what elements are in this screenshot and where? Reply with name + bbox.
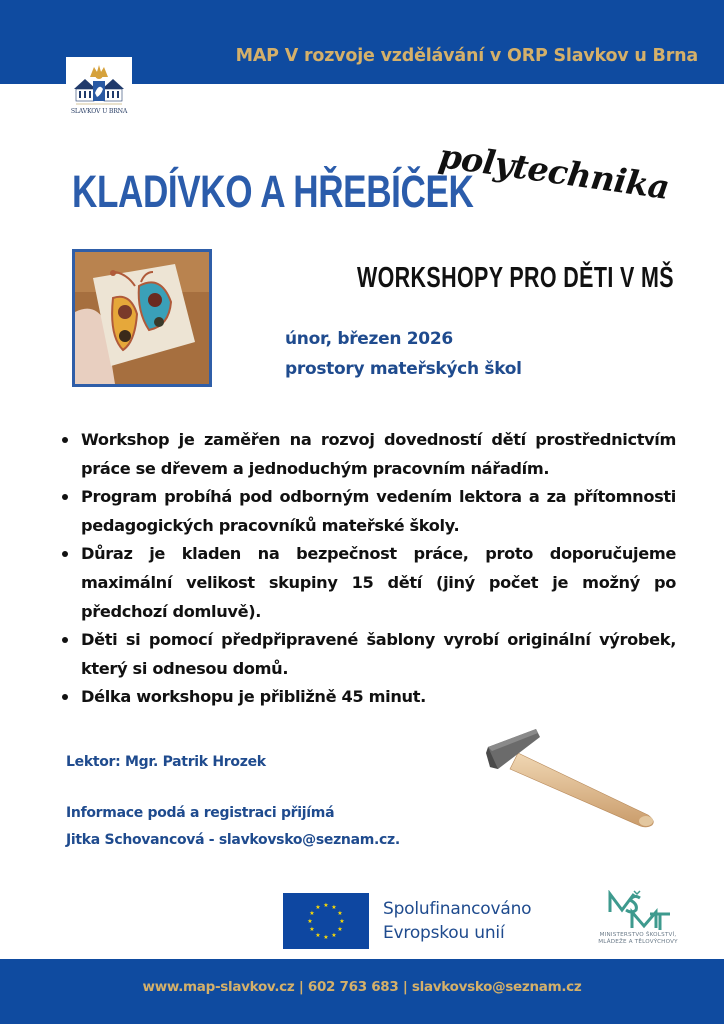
svg-text:★: ★ — [339, 918, 345, 925]
event-place: prostory mateřských škol — [285, 359, 522, 379]
svg-text:★: ★ — [307, 918, 313, 925]
bullet-item: Program probíhá pod odborným vedením lektora a za přítomnosti pedagogických pracovníků mateřské školy. — [62, 483, 676, 540]
bullet-item: Workshop je zaměřen na rozvoj dovedností dětí prostřednictvím práce se dřevem a jednoduchým pracovním nářadím. — [62, 426, 676, 483]
msmt-caption: MINISTERSTVO ŠKOLSTVÍ, MLÁDEŽE A TĚLOVÝCHOVY — [598, 932, 678, 945]
slavkov-coat-of-arms-icon — [66, 57, 132, 107]
msmt-emblem-icon — [574, 890, 702, 932]
logo-caption: SLAVKOV U BRNA — [70, 108, 128, 115]
header-title: MAP V rozvoje vzdělávání v ORP Slavkov u Brna — [235, 46, 698, 66]
svg-text:★: ★ — [323, 902, 329, 909]
contact-line-2: Jitka Schovancová - slavkovsko@seznam.cz. — [66, 832, 400, 848]
bullet-dot-icon — [62, 551, 68, 557]
hammer-icon — [480, 725, 670, 835]
svg-text:★: ★ — [315, 932, 321, 939]
lecturer-text: Lektor: Mgr. Patrik Hrozek — [66, 754, 266, 770]
slavkov-logo — [66, 57, 132, 123]
msmt-logo — [574, 890, 702, 950]
event-subtitle: WORKSHOPY PRO DĚTI V MŠ — [357, 262, 674, 294]
bullet-dot-icon — [62, 694, 68, 700]
svg-text:★: ★ — [331, 932, 337, 939]
bullet-item: Důraz je kladen na bezpečnost práce, proto doporučujeme maximální velikost skupiny 15 dětí (jiný počet je možný po předchozí domluvě). — [62, 540, 676, 626]
bullet-dot-icon — [62, 437, 68, 443]
eu-cofunding-text: Spolufinancováno Evropskou unií — [383, 899, 532, 943]
eu-flag-icon — [283, 893, 369, 949]
svg-text:★: ★ — [315, 904, 321, 911]
bullet-dot-icon — [62, 494, 68, 500]
svg-text:★: ★ — [323, 934, 329, 941]
footer-contact: www.map-slavkov.cz | 602 763 683 | slavkovsko@seznam.cz — [142, 979, 582, 995]
contact-line-1: Informace podá a registraci přijímá — [66, 805, 335, 821]
bullet-list — [62, 426, 676, 712]
bullet-dot-icon — [62, 637, 68, 643]
event-category: polytechnika — [436, 136, 672, 207]
svg-text:★: ★ — [309, 926, 315, 933]
svg-text:★: ★ — [309, 910, 315, 917]
bullet-item: Děti si pomocí předpřipravené šablony vyrobí originální výrobek, který si odnesou domů. — [62, 626, 676, 683]
svg-text:★: ★ — [337, 926, 343, 933]
event-title: KLADÍVKO A HŘEBÍČEK — [72, 166, 474, 217]
butterfly-craft-photo — [72, 249, 212, 387]
event-date: únor, březen 2026 — [285, 329, 453, 349]
svg-text:★: ★ — [337, 910, 343, 917]
svg-text:★: ★ — [331, 904, 337, 911]
bullet-item: Délka workshopu je přibližně 45 minut. — [62, 683, 676, 712]
